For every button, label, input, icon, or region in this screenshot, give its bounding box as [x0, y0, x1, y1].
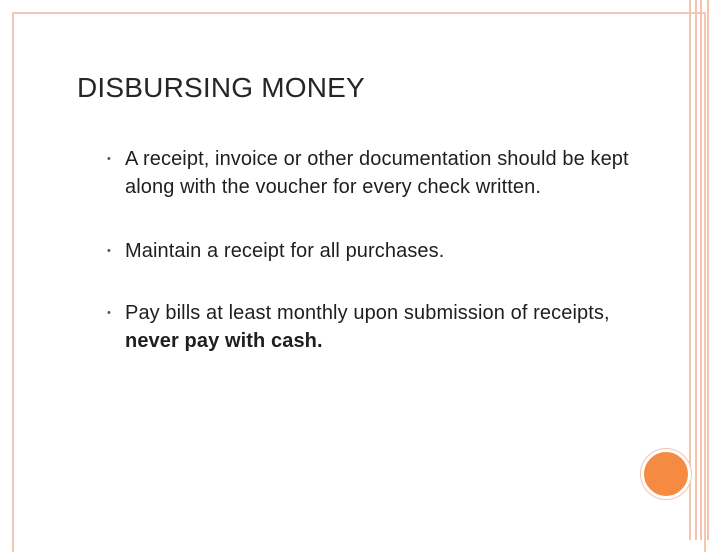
right-decorative-rule — [700, 0, 702, 540]
slide-title: DISBURSING MONEY — [77, 72, 365, 103]
bullet-emphasis-text: never pay with cash. — [125, 330, 323, 352]
right-decorative-rule — [695, 0, 697, 540]
bullet-text: Maintain a receipt for all purchases. — [125, 240, 445, 262]
bullet-text: A receipt, invoice or other documentation should be kept along with the voucher for every check written. — [125, 148, 629, 198]
bullet-text: Pay bills at least monthly upon submission of receipts, — [125, 302, 610, 324]
bullet-icon: • — [107, 307, 111, 319]
right-decorative-rule — [707, 0, 709, 540]
bullet-list — [107, 145, 652, 391]
bullet-item-receipts — [107, 237, 652, 265]
bullet-item-documentation — [107, 145, 652, 201]
right-decorative-rule — [689, 0, 691, 540]
accent-circle-icon — [641, 449, 691, 499]
bullet-icon: • — [107, 153, 111, 165]
bullet-item-pay-bills — [107, 299, 652, 355]
bullet-icon: • — [107, 245, 111, 257]
